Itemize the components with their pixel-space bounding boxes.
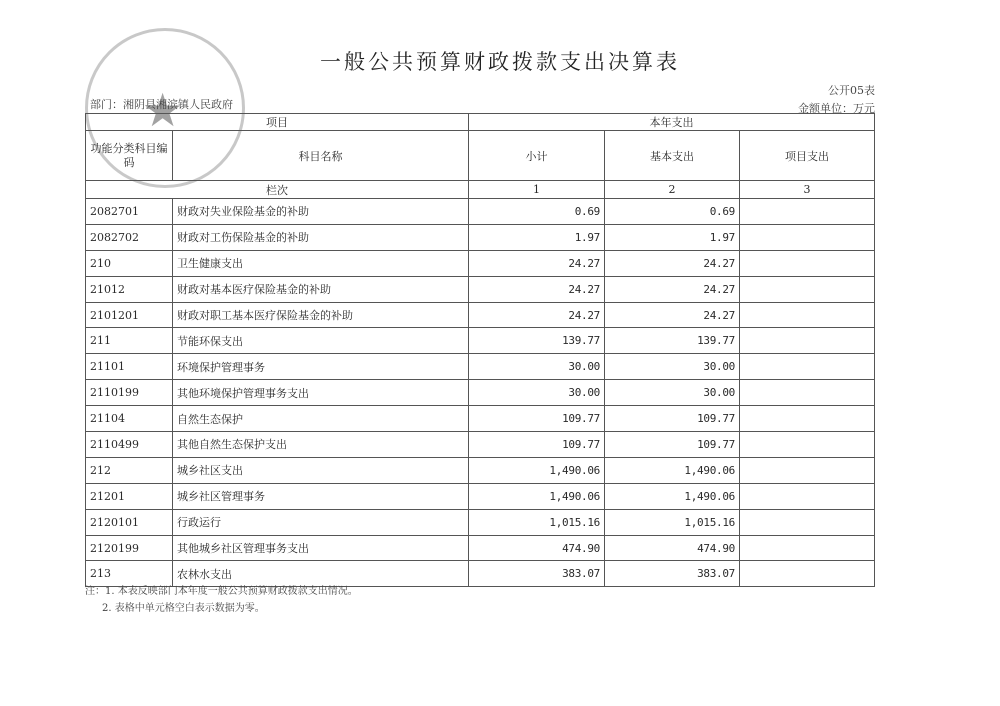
row-subtotal: 474.90: [469, 535, 605, 561]
row-basic: 24.27: [605, 250, 740, 276]
row-name: 其他城乡社区管理事务支出: [173, 535, 469, 561]
row-name: 其他自然生态保护支出: [173, 432, 469, 458]
row-subtotal: 24.27: [469, 302, 605, 328]
row-code: 2110499: [86, 432, 173, 458]
row-name: 农林水支出: [173, 561, 469, 587]
table-row: [86, 457, 875, 483]
row-name: 节能环保支出: [173, 328, 469, 354]
row-subtotal: 109.77: [469, 406, 605, 432]
form-number: 公开05表: [828, 84, 875, 97]
row-code: 210: [86, 250, 173, 276]
row-code: 21012: [86, 276, 173, 302]
row-basic: 24.27: [605, 276, 740, 302]
row-basic: 383.07: [605, 561, 740, 587]
row-basic: 30.00: [605, 354, 740, 380]
header-project: 项目: [86, 114, 469, 131]
table-row: [86, 276, 875, 302]
row-subtotal: 30.00: [469, 380, 605, 406]
row-subtotal: 24.27: [469, 250, 605, 276]
row-name: 财政对工伤保险基金的补助: [173, 224, 469, 250]
table-row: [86, 354, 875, 380]
header-subtotal: 小计: [469, 131, 605, 181]
row-project: [740, 432, 875, 458]
row-name: 城乡社区支出: [173, 457, 469, 483]
row-subtotal: 24.27: [469, 276, 605, 302]
row-code: 2110199: [86, 380, 173, 406]
row-name: 财政对基本医疗保险基金的补助: [173, 276, 469, 302]
row-project: [740, 406, 875, 432]
row-subtotal: 1,015.16: [469, 509, 605, 535]
table-row: [86, 224, 875, 250]
header-col2: 2: [605, 181, 740, 199]
row-subtotal: 1,490.06: [469, 483, 605, 509]
row-code: 212: [86, 457, 173, 483]
row-code: 213: [86, 561, 173, 587]
row-project: [740, 276, 875, 302]
row-basic: 0.69: [605, 199, 740, 225]
row-project: [740, 535, 875, 561]
amount-unit: 金额单位：万元: [798, 102, 875, 115]
table-notes: [85, 583, 358, 617]
table-row: [86, 199, 875, 225]
row-basic: 1,490.06: [605, 483, 740, 509]
row-name: 财政对职工基本医疗保险基金的补助: [173, 302, 469, 328]
row-project: [740, 457, 875, 483]
row-basic: 1,015.16: [605, 509, 740, 535]
header-current-year: 本年支出: [469, 114, 875, 131]
row-basic: 474.90: [605, 535, 740, 561]
row-basic: 109.77: [605, 432, 740, 458]
row-basic: 109.77: [605, 406, 740, 432]
header-col-label: 栏次: [86, 181, 469, 199]
table-row: [86, 328, 875, 354]
row-project: [740, 328, 875, 354]
row-basic: 1.97: [605, 224, 740, 250]
row-subtotal: 383.07: [469, 561, 605, 587]
row-code: 2082702: [86, 224, 173, 250]
table-row: [86, 432, 875, 458]
row-code: 211: [86, 328, 173, 354]
table-row: [86, 380, 875, 406]
seal-star-icon: ★: [142, 83, 184, 137]
row-name: 其他环境保护管理事务支出: [173, 380, 469, 406]
row-basic: 1,490.06: [605, 457, 740, 483]
row-subtotal: 139.77: [469, 328, 605, 354]
table-row: [86, 483, 875, 509]
row-basic: 30.00: [605, 380, 740, 406]
row-subtotal: 30.00: [469, 354, 605, 380]
row-name: 自然生态保护: [173, 406, 469, 432]
header-name: 科目名称: [173, 131, 469, 181]
header-project-exp: 项目支出: [740, 131, 875, 181]
row-project: [740, 199, 875, 225]
row-subtotal: 1.97: [469, 224, 605, 250]
row-name: 行政运行: [173, 509, 469, 535]
table-row: [86, 406, 875, 432]
expenditure-table: [85, 113, 875, 587]
row-code: 21101: [86, 354, 173, 380]
note-2: 2. 表格中单元格空白表示数据为零。: [102, 603, 265, 614]
header-code: 功能分类科目编码: [86, 131, 173, 181]
department-label: 部门：湘阴县湘滨镇人民政府: [90, 98, 233, 111]
row-subtotal: 1,490.06: [469, 457, 605, 483]
row-code: 2120199: [86, 535, 173, 561]
header-row-3: [86, 181, 875, 199]
header-row-1: [86, 114, 875, 131]
note-1: 注：1. 本表反映部门本年度一般公共预算财政拨款支出情况。: [85, 586, 358, 597]
table-row: [86, 250, 875, 276]
header-col1: 1: [469, 181, 605, 199]
row-code: 2120101: [86, 509, 173, 535]
header-row-2: [86, 131, 875, 181]
row-project: [740, 224, 875, 250]
row-project: [740, 509, 875, 535]
row-code: 2101201: [86, 302, 173, 328]
row-code: 2082701: [86, 199, 173, 225]
row-name: 城乡社区管理事务: [173, 483, 469, 509]
table-row: [86, 535, 875, 561]
row-name: 卫生健康支出: [173, 250, 469, 276]
row-project: [740, 302, 875, 328]
table-row: [86, 302, 875, 328]
row-name: 环境保护管理事务: [173, 354, 469, 380]
header-basic: 基本支出: [605, 131, 740, 181]
page-title: 一般公共预算财政拨款支出决算表: [320, 50, 680, 74]
row-code: 21104: [86, 406, 173, 432]
row-project: [740, 354, 875, 380]
row-subtotal: 109.77: [469, 432, 605, 458]
row-name: 财政对失业保险基金的补助: [173, 199, 469, 225]
row-project: [740, 380, 875, 406]
row-project: [740, 483, 875, 509]
table-row: [86, 509, 875, 535]
row-subtotal: 0.69: [469, 199, 605, 225]
row-basic: 24.27: [605, 302, 740, 328]
row-project: [740, 250, 875, 276]
row-project: [740, 561, 875, 587]
row-code: 21201: [86, 483, 173, 509]
row-basic: 139.77: [605, 328, 740, 354]
header-col3: 3: [740, 181, 875, 199]
